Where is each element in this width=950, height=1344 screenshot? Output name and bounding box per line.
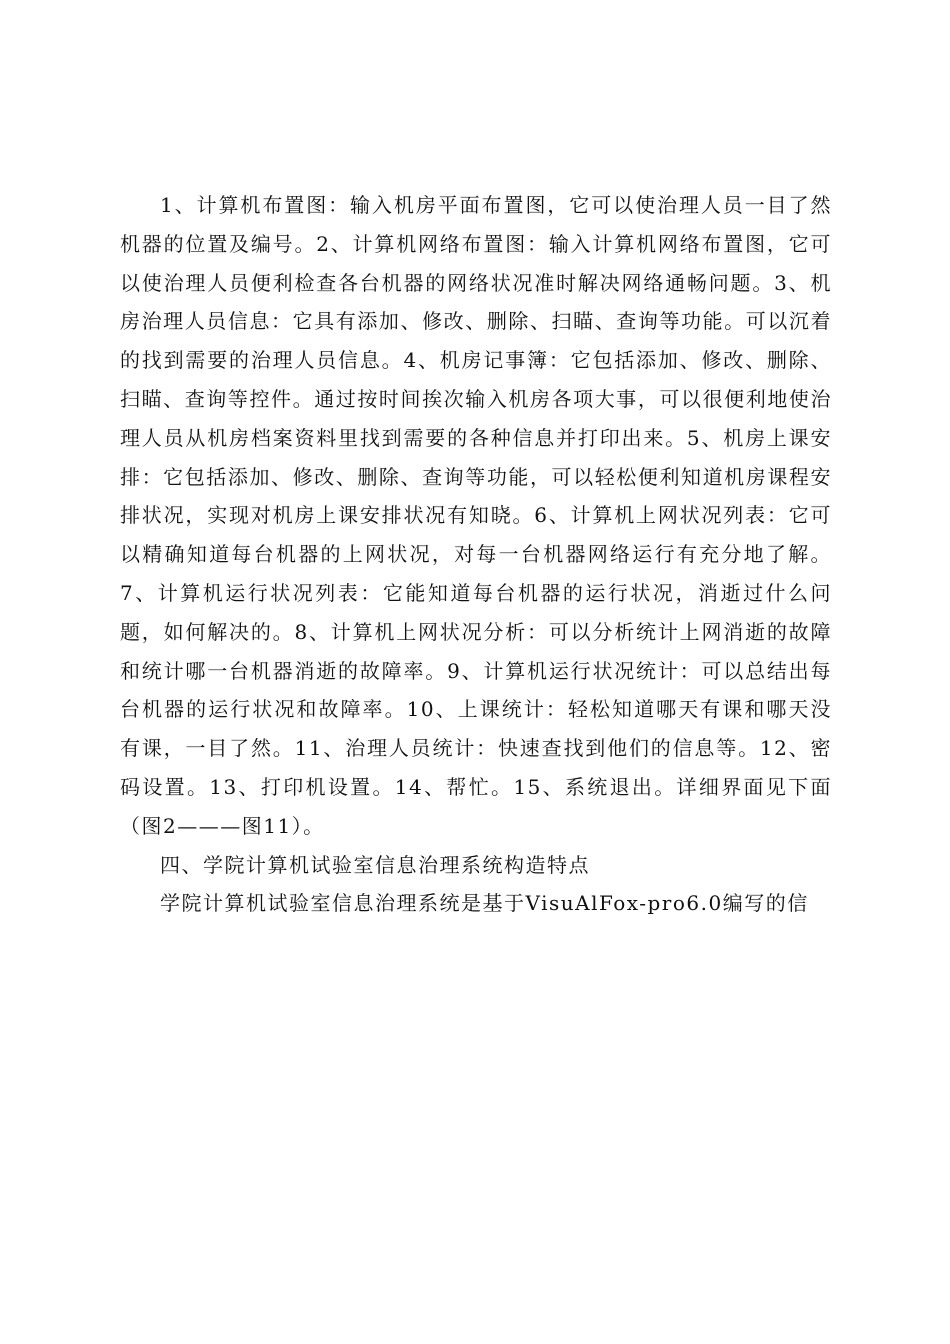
document-body [120,186,832,923]
paragraph-features-list: 1、计算机布置图：输入机房平面布置图，它可以使治理人员一目了然机器的位置及编号。2、计算机网络布置图：输入计算机网络布置图，它可以使治理人员便利检查各台机器的网络状况准时解决网络通畅问题。3、机房治理人员信息：它具有添加、修改、删除、扫瞄、查询等功能。可以沉着的找到需要的治理人员信息。4、机房记事簿：它包括添加、修改、删除、扫瞄、查询等控件。通过按时间挨次输入机房各项大事，可以很便利地使治理人员从机房档案资料里找到需要的各种信息并打印出来。5、机房上课安排：它包括添加、修改、删除、查询等功能，可以轻松便利知道机房课程安排状况，实现对机房上课安排状况有知晓。6、计算机上网状况列表：它可以精确知道每台机器的上网状况，对每一台机器网络运行有充分地了解。7、计算机运行状况列表：它能知道每台机器的运行状况，消逝过什么问题，如何解决的。8、计算机上网状况分析：可以分析统计上网消逝的故障和统计哪一台机器消逝的故障率。9、计算机运行状况统计：可以总结出每台机器的运行状况和故障率。10、上课统计：轻松知道哪天有课和哪天没有课，一目了然。11、治理人员统计：快速查找到他们的信息等。12、密码设置。13、打印机设置。14、帮忙。15、系统退出。详细界面见下面（图2———图11）。 [120,193,832,838]
section-heading: 四、学院计算机试验室信息治理系统构造特点 [160,852,590,877]
paragraph-system-intro: 学院计算机试验室信息治理系统是基于VisuAlFox-pro6.0编写的信 [160,891,809,916]
